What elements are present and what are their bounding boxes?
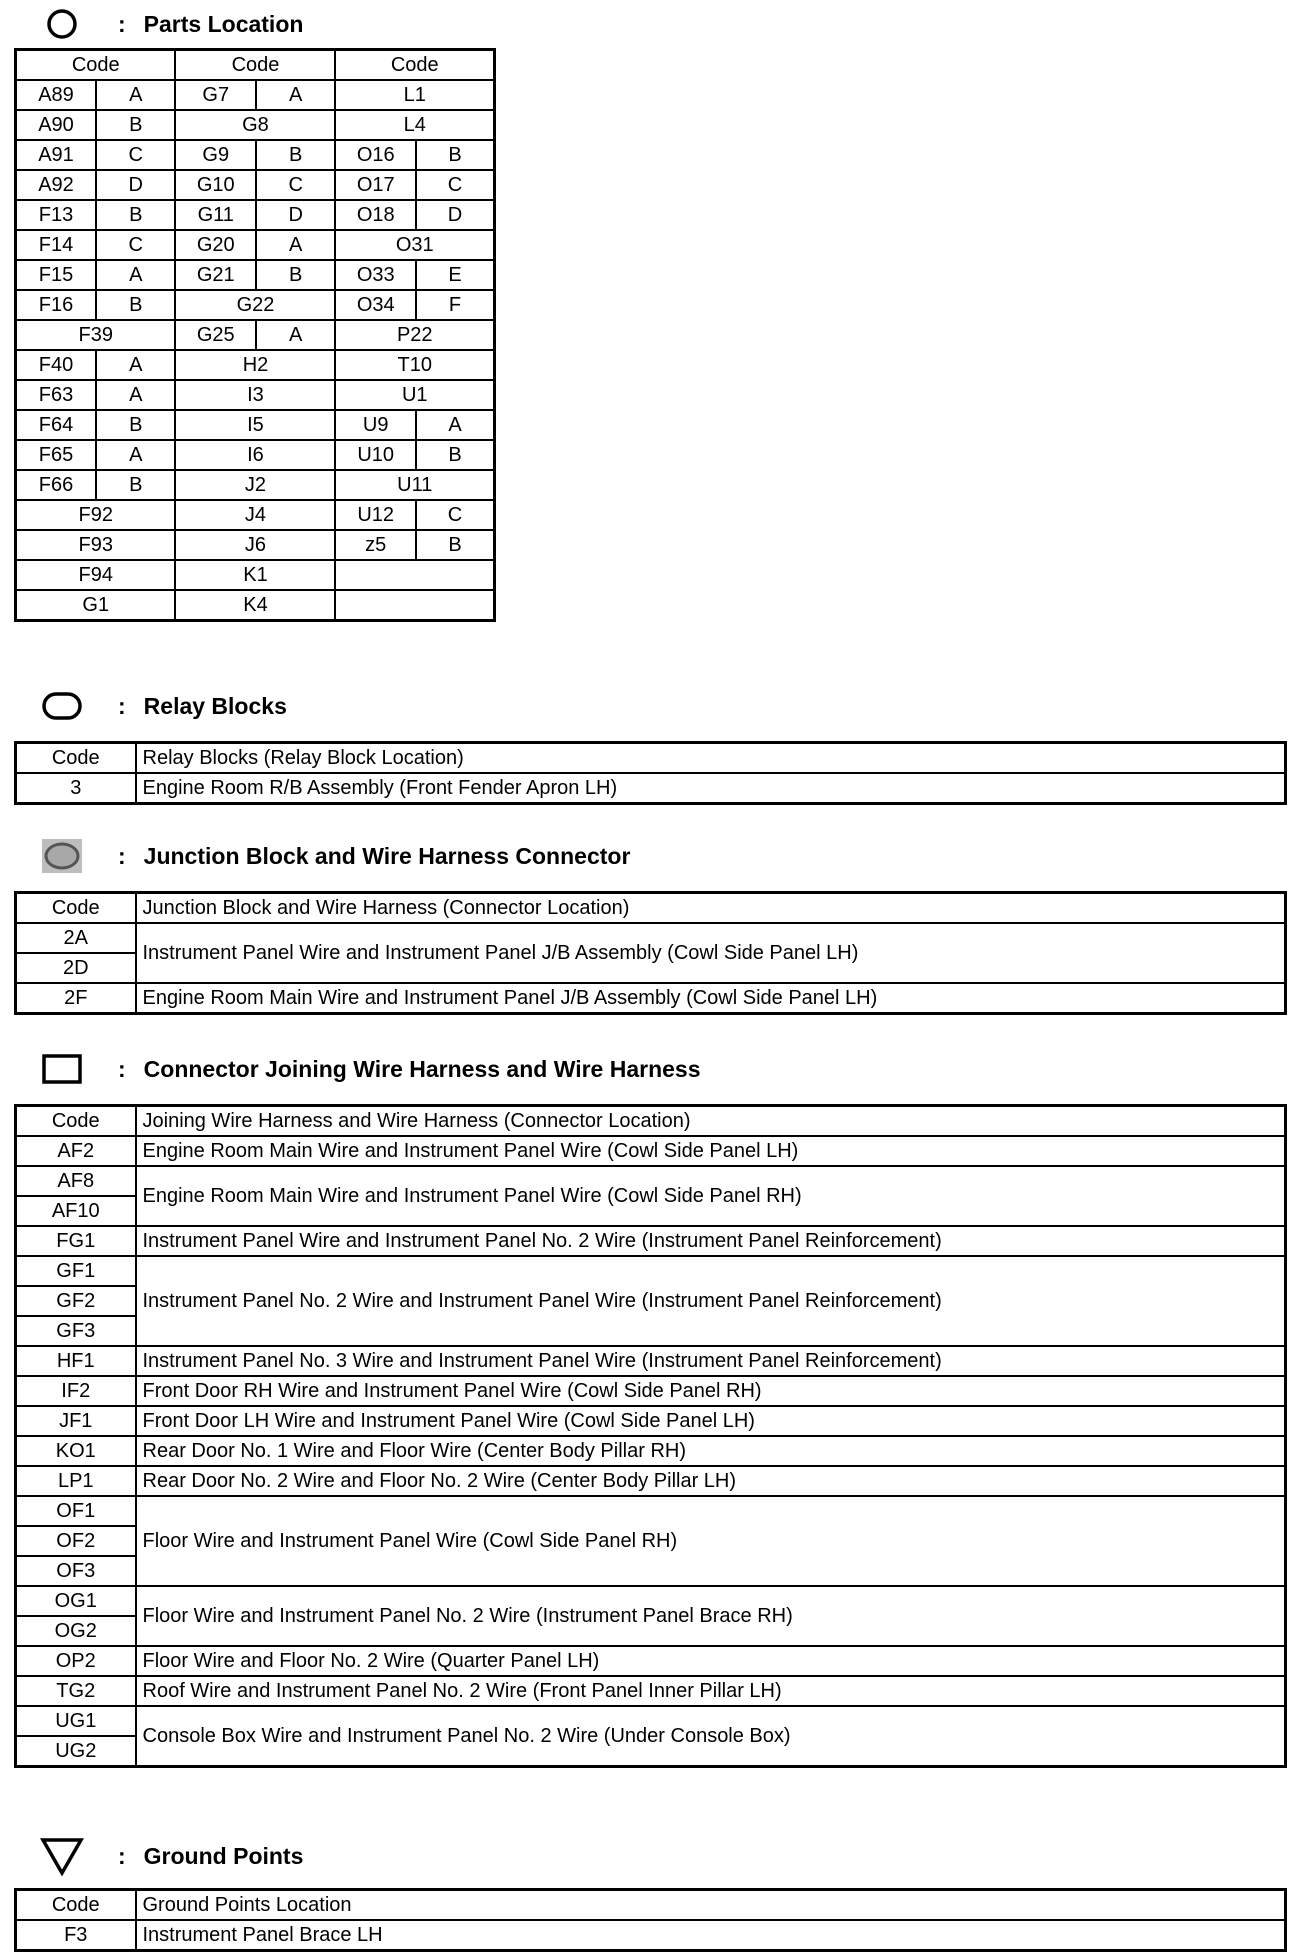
rounded-oval-icon [40, 688, 84, 724]
part-letter-cell: C [416, 500, 495, 530]
part-code-cell: F40 [16, 350, 97, 380]
table-row [16, 140, 495, 170]
part-letter-cell: B [256, 140, 335, 170]
part-code-cell: P22 [335, 320, 494, 350]
table-row [16, 923, 1286, 953]
table-header-row [16, 1106, 1286, 1137]
connector-joining-table [14, 1104, 1287, 1768]
location-cell: Engine Room R/B Assembly (Front Fender Apron LH) [136, 773, 1286, 804]
location-cell: Instrument Panel Brace LH [136, 1920, 1286, 1951]
part-code-cell: O31 [335, 230, 494, 260]
table-row [16, 773, 1286, 804]
part-code-cell: A90 [16, 110, 97, 140]
heading-colon: : [118, 692, 126, 719]
part-letter-cell: A [256, 80, 335, 110]
part-letter-cell: B [96, 410, 175, 440]
part-code-cell: G25 [175, 320, 256, 350]
code-cell: UG1 [16, 1706, 136, 1736]
part-code-cell: F16 [16, 290, 97, 320]
part-code-cell: F65 [16, 440, 97, 470]
code-cell: 2D [16, 953, 136, 983]
part-letter-cell: C [96, 230, 175, 260]
location-cell: Floor Wire and Floor No. 2 Wire (Quarter Panel LH) [136, 1646, 1286, 1676]
table-row [16, 260, 495, 290]
part-code-cell: F14 [16, 230, 97, 260]
part-letter-cell: D [256, 200, 335, 230]
location-cell: Console Box Wire and Instrument Panel No. 2 Wire (Under Console Box) [136, 1706, 1286, 1767]
heading-colon: : [118, 1055, 126, 1082]
table-row [16, 560, 495, 590]
ground-points-table [14, 1888, 1287, 1952]
column-header: Code [16, 50, 176, 81]
code-cell: GF3 [16, 1316, 136, 1346]
location-column-header: Ground Points Location [136, 1890, 1286, 1921]
part-letter-cell: A [96, 80, 175, 110]
table-row [16, 1676, 1286, 1706]
part-code-cell: A89 [16, 80, 97, 110]
code-cell: UG2 [16, 1736, 136, 1767]
table-row [16, 1920, 1286, 1951]
part-code-cell: F66 [16, 470, 97, 500]
location-cell: Engine Room Main Wire and Instrument Panel Wire (Cowl Side Panel RH) [136, 1166, 1286, 1226]
part-code-cell: G11 [175, 200, 256, 230]
part-code-cell: U1 [335, 380, 494, 410]
part-code-cell: G20 [175, 230, 256, 260]
parts-location-heading [40, 6, 303, 42]
part-code-cell: J4 [175, 500, 335, 530]
part-letter-cell: A [256, 230, 335, 260]
part-code-cell: O16 [335, 140, 416, 170]
code-cell: TG2 [16, 1676, 136, 1706]
part-code-cell: F63 [16, 380, 97, 410]
part-code-cell [335, 590, 494, 621]
part-code-cell: K4 [175, 590, 335, 621]
part-code-cell: J2 [175, 470, 335, 500]
code-cell: 2F [16, 983, 136, 1014]
part-letter-cell: C [96, 140, 175, 170]
table-row [16, 530, 495, 560]
code-cell: 3 [16, 773, 136, 804]
part-code-cell: G9 [175, 140, 256, 170]
location-cell: Instrument Panel No. 2 Wire and Instrument Panel Wire (Instrument Panel Reinforcement) [136, 1256, 1286, 1346]
table-row [16, 380, 495, 410]
part-letter-cell: B [96, 470, 175, 500]
table-header-row [16, 50, 495, 81]
code-column-header: Code [16, 743, 136, 774]
table-row [16, 350, 495, 380]
part-code-cell: F92 [16, 500, 176, 530]
table-row [16, 1166, 1286, 1196]
relay-blocks-table [14, 741, 1287, 805]
code-cell: FG1 [16, 1226, 136, 1256]
code-cell: AF8 [16, 1166, 136, 1196]
code-column-header: Code [16, 1890, 136, 1921]
column-header: Code [335, 50, 494, 81]
ground-points-title: Ground Points [143, 1842, 304, 1869]
table-row [16, 1706, 1286, 1736]
relay-blocks-heading [40, 688, 287, 724]
part-letter-cell: A [96, 350, 175, 380]
part-code-cell: J6 [175, 530, 335, 560]
part-letter-cell: D [416, 200, 495, 230]
table-row [16, 200, 495, 230]
code-cell: OP2 [16, 1646, 136, 1676]
part-code-cell: A92 [16, 170, 97, 200]
relay-blocks-title: Relay Blocks [143, 692, 287, 719]
location-column-header: Relay Blocks (Relay Block Location) [136, 743, 1286, 774]
table-row [16, 1226, 1286, 1256]
heading-colon: : [118, 1842, 126, 1869]
code-cell: JF1 [16, 1406, 136, 1436]
part-letter-cell: C [416, 170, 495, 200]
code-cell: GF1 [16, 1256, 136, 1286]
table-row [16, 470, 495, 500]
part-code-cell: U10 [335, 440, 416, 470]
part-code-cell: G21 [175, 260, 256, 290]
part-code-cell: F13 [16, 200, 97, 230]
table-row [16, 983, 1286, 1014]
table-row [16, 500, 495, 530]
part-letter-cell: C [256, 170, 335, 200]
location-cell: Floor Wire and Instrument Panel Wire (Cowl Side Panel RH) [136, 1496, 1286, 1586]
location-cell: Instrument Panel No. 3 Wire and Instrument Panel Wire (Instrument Panel Reinforcement) [136, 1346, 1286, 1376]
table-row [16, 170, 495, 200]
code-cell: OG2 [16, 1616, 136, 1646]
location-cell: Front Door RH Wire and Instrument Panel Wire (Cowl Side Panel RH) [136, 1376, 1286, 1406]
part-code-cell: U9 [335, 410, 416, 440]
part-code-cell: L4 [335, 110, 494, 140]
code-cell: HF1 [16, 1346, 136, 1376]
part-letter-cell: A [96, 380, 175, 410]
heading-colon: : [118, 10, 126, 37]
table-header-row [16, 1890, 1286, 1921]
table-row [16, 1346, 1286, 1376]
location-cell: Front Door LH Wire and Instrument Panel Wire (Cowl Side Panel LH) [136, 1406, 1286, 1436]
table-row [16, 440, 495, 470]
table-row [16, 1586, 1286, 1616]
table-header-row [16, 743, 1286, 774]
column-header: Code [175, 50, 335, 81]
code-cell: 2A [16, 923, 136, 953]
part-code-cell: L1 [335, 80, 494, 110]
location-cell: Instrument Panel Wire and Instrument Panel No. 2 Wire (Instrument Panel Reinforcement) [136, 1226, 1286, 1256]
part-code-cell: G8 [175, 110, 335, 140]
table-row [16, 320, 495, 350]
part-code-cell: z5 [335, 530, 416, 560]
location-cell: Roof Wire and Instrument Panel No. 2 Wire (Front Panel Inner Pillar LH) [136, 1676, 1286, 1706]
table-row [16, 230, 495, 260]
table-row [16, 1256, 1286, 1286]
shaded-oval-icon [40, 838, 84, 874]
table-row [16, 1406, 1286, 1436]
table-row [16, 1646, 1286, 1676]
location-column-header: Joining Wire Harness and Wire Harness (Connector Location) [136, 1106, 1286, 1137]
heading-colon: : [118, 842, 126, 869]
parts-location-title: Parts Location [143, 10, 304, 37]
part-letter-cell: A [96, 260, 175, 290]
rectangle-icon [40, 1051, 84, 1087]
table-row [16, 1436, 1286, 1466]
part-letter-cell: F [416, 290, 495, 320]
part-code-cell: U11 [335, 470, 494, 500]
part-code-cell: A91 [16, 140, 97, 170]
location-cell: Floor Wire and Instrument Panel No. 2 Wire (Instrument Panel Brace RH) [136, 1586, 1286, 1646]
part-code-cell: O17 [335, 170, 416, 200]
part-code-cell: G22 [175, 290, 335, 320]
part-code-cell: K1 [175, 560, 335, 590]
part-code-cell: F93 [16, 530, 176, 560]
part-letter-cell: A [416, 410, 495, 440]
part-code-cell [335, 560, 494, 590]
code-cell: OF3 [16, 1556, 136, 1586]
location-column-header: Junction Block and Wire Harness (Connector Location) [136, 893, 1286, 924]
location-cell: Engine Room Main Wire and Instrument Panel Wire (Cowl Side Panel LH) [136, 1136, 1286, 1166]
part-code-cell: G7 [175, 80, 256, 110]
code-cell: F3 [16, 1920, 136, 1951]
part-code-cell: U12 [335, 500, 416, 530]
part-code-cell: G10 [175, 170, 256, 200]
part-code-cell: F15 [16, 260, 97, 290]
table-row [16, 1376, 1286, 1406]
connector-joining-title: Connector Joining Wire Harness and Wire Harness [143, 1055, 701, 1082]
part-letter-cell: B [416, 140, 495, 170]
part-code-cell: F94 [16, 560, 176, 590]
part-code-cell: I6 [175, 440, 335, 470]
location-cell: Instrument Panel Wire and Instrument Panel J/B Assembly (Cowl Side Panel LH) [136, 923, 1286, 983]
code-cell: GF2 [16, 1286, 136, 1316]
table-row [16, 1466, 1286, 1496]
part-letter-cell: B [416, 530, 495, 560]
code-cell: KO1 [16, 1436, 136, 1466]
table-row [16, 290, 495, 320]
junction-block-heading [40, 838, 630, 874]
part-letter-cell: D [96, 170, 175, 200]
part-letter-cell: B [256, 260, 335, 290]
location-cell: Rear Door No. 2 Wire and Floor No. 2 Wire (Center Body Pillar LH) [136, 1466, 1286, 1496]
code-cell: OG1 [16, 1586, 136, 1616]
part-letter-cell: E [416, 260, 495, 290]
part-code-cell: H2 [175, 350, 335, 380]
part-code-cell: F39 [16, 320, 176, 350]
part-code-cell: O34 [335, 290, 416, 320]
table-row [16, 410, 495, 440]
circle-icon [40, 6, 84, 42]
part-code-cell: I5 [175, 410, 335, 440]
code-cell: AF2 [16, 1136, 136, 1166]
code-cell: LP1 [16, 1466, 136, 1496]
table-row [16, 110, 495, 140]
part-letter-cell: A [256, 320, 335, 350]
table-row [16, 590, 495, 621]
table-header-row [16, 893, 1286, 924]
code-cell: OF2 [16, 1526, 136, 1556]
parts-location-table [14, 48, 496, 622]
part-letter-cell: B [416, 440, 495, 470]
code-column-header: Code [16, 1106, 136, 1137]
part-code-cell: O18 [335, 200, 416, 230]
part-code-cell: O33 [335, 260, 416, 290]
part-letter-cell: A [96, 440, 175, 470]
part-code-cell: I3 [175, 380, 335, 410]
table-row [16, 1136, 1286, 1166]
code-cell: IF2 [16, 1376, 136, 1406]
code-cell: OF1 [16, 1496, 136, 1526]
part-code-cell: G1 [16, 590, 176, 621]
connector-joining-heading [40, 1051, 701, 1087]
location-cell: Rear Door No. 1 Wire and Floor Wire (Center Body Pillar RH) [136, 1436, 1286, 1466]
location-cell: Engine Room Main Wire and Instrument Panel J/B Assembly (Cowl Side Panel LH) [136, 983, 1286, 1014]
code-column-header: Code [16, 893, 136, 924]
part-code-cell: T10 [335, 350, 494, 380]
part-code-cell: F64 [16, 410, 97, 440]
table-row [16, 80, 495, 110]
part-letter-cell: B [96, 290, 175, 320]
ground-points-heading [40, 1838, 303, 1874]
junction-block-table [14, 891, 1287, 1015]
part-letter-cell: B [96, 110, 175, 140]
junction-block-title: Junction Block and Wire Harness Connector [143, 842, 631, 869]
part-letter-cell: B [96, 200, 175, 230]
triangle-icon [40, 1838, 84, 1874]
table-row [16, 1496, 1286, 1526]
code-cell: AF10 [16, 1196, 136, 1226]
